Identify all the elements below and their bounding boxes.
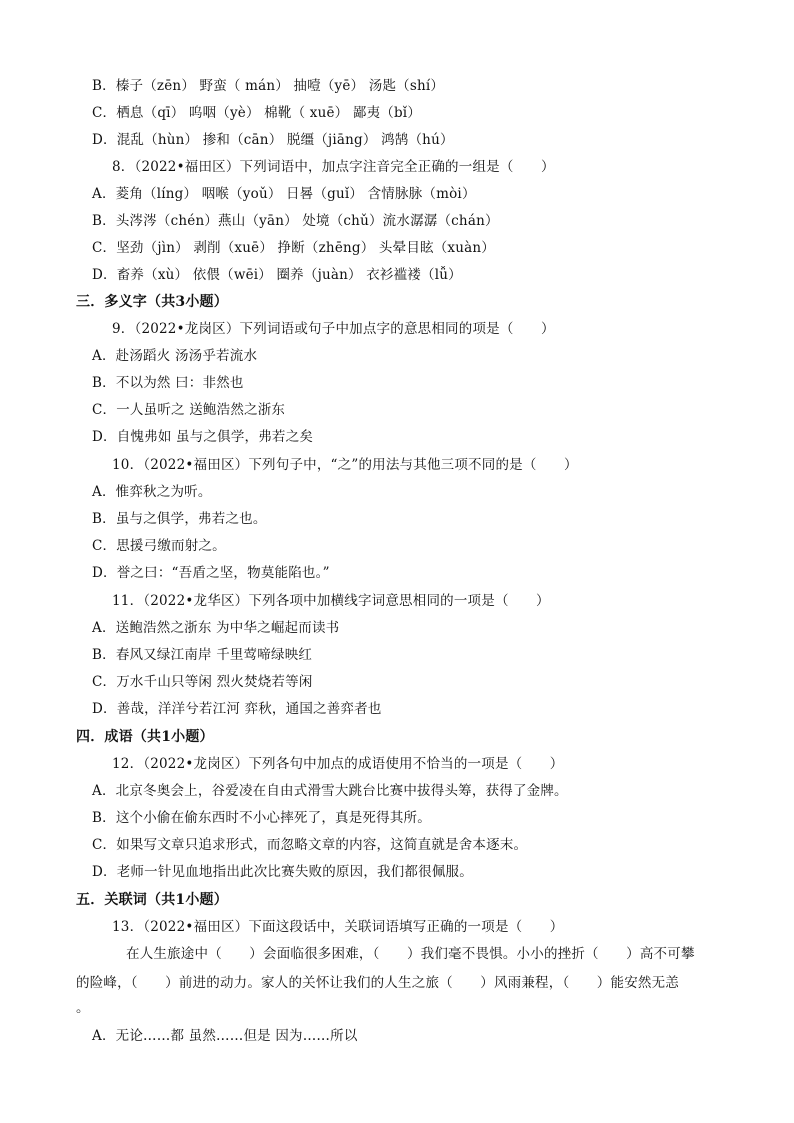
q10-option-d: D．誉之曰：“吾盾之坚，物莫能陷也。” xyxy=(92,565,330,581)
q10-option-c: C．思援弓缴而射之。 xyxy=(92,538,226,554)
q13-option-a: A．无论……都 虽然……但是 因为……所以 xyxy=(92,1028,358,1044)
q9-option-c: C．一人虽听之 送鲍浩然之浙东 xyxy=(92,402,286,418)
q8-option-c: C．坚劲（jìn） 剥削（xuē） 挣断（zhēng） 头晕目眩（xuàn） xyxy=(92,240,495,256)
q7-option-b: B．榛子（zēn） 野蛮（ mán） 抽噎（yē） 汤匙（shí） xyxy=(92,78,445,94)
q7-option-d: D．混乱（hùn） 掺和（cān） 脱缰（jiāng） 鸿鹄（hú） xyxy=(92,132,454,148)
q8-option-a: A．菱角（líng） 咽喉（yoǔ） 日晷（guǐ） 含情脉脉（mòi） xyxy=(92,186,476,202)
q12-option-c: C．如果写文章只追求形式，而忽略文章的内容，这简直就是舍本逐末。 xyxy=(92,837,528,853)
q11-option-d: D．善哉，洋洋兮若江河 弈秋，通国之善弈者也 xyxy=(92,701,382,717)
q12-option-d: D．老师一针见血地指出此次比赛失败的原因，我们都很佩服。 xyxy=(92,864,473,880)
q8-option-d: D．畜养（xù） 依偎（wēi） 圈养（juàn） 衣衫褴褛（lǚ） xyxy=(92,267,462,283)
q11-option-b: B．春风又绿江南岸 千里莺啼绿映红 xyxy=(92,647,313,663)
q9-option-b: B．不以为然 曰：非然也 xyxy=(92,375,244,391)
q9-option-a: A．赴汤蹈火 汤汤乎若流水 xyxy=(92,348,258,364)
question-8: 8．（2022•福田区）下列词语中，加点字注音完全正确的一组是（ ） xyxy=(112,159,555,175)
q10-option-b: B．虽与之俱学，弗若之也。 xyxy=(92,511,267,527)
q7-option-c: C．栖息（qī） 呜咽（yè） 棉靴（ xuē） 鄙夷（bǐ） xyxy=(92,105,422,121)
question-12: 12．（2022•龙岗区）下列各句中加点的成语使用不恰当的一项是（ ） xyxy=(112,756,564,772)
section-5-heading: 五．关联词（共1小题） xyxy=(76,892,228,908)
q11-option-a: A．送鲍浩然之浙东 为中华之崛起而读书 xyxy=(92,620,340,636)
question-10: 10．（2022•福田区）下列句子中，“之”的用法与其他三项不同的是（ ） xyxy=(112,457,578,473)
q11-option-c: C．万水千山只等闲 烈火焚烧若等闲 xyxy=(92,674,313,690)
question-11: 11．（2022•龙华区）下列各项中加横线字词意思相同的一项是（ ） xyxy=(112,593,550,609)
section-3-heading: 三．多义字（共3小题） xyxy=(76,294,228,310)
section-4-heading: 四．成语（共1小题） xyxy=(76,729,214,745)
q13-passage-line-1: 在人生旅途中（ ）会面临很多困难，（ ）我们毫不畏惧。小小的挫折（ ）高不可攀 xyxy=(126,946,695,962)
q12-option-b: B．这个小偷在偷东西时不小心摔死了，真是死得其所。 xyxy=(92,810,431,826)
question-13: 13．（2022•福田区）下面这段话中，关联词语填写正确的一项是（ ） xyxy=(112,919,564,935)
q13-passage-line-2: 的险峰，（ ）前进的动力。家人的关怀让我们的人生之旅（ ）风雨兼程，（ ）能安然无恙 xyxy=(76,975,679,991)
q12-option-a: A．北京冬奥会上，谷爱凌在自由式滑雪大跳台比赛中拔得头筹，获得了金牌。 xyxy=(92,783,568,799)
q9-option-d: D．自愧弗如 虽与之俱学，弗若之矣 xyxy=(92,429,314,445)
q13-passage-line-3: 。 xyxy=(76,1000,90,1016)
q10-option-a: A．惟弈秋之为听。 xyxy=(92,484,212,500)
question-9: 9．（2022•龙岗区）下列词语或句子中加点字的意思相同的项是（ ） xyxy=(112,321,555,337)
q8-option-b: B．头涔涔（chén）燕山（yān） 处境（chǔ）流水潺潺（chán） xyxy=(92,213,499,229)
